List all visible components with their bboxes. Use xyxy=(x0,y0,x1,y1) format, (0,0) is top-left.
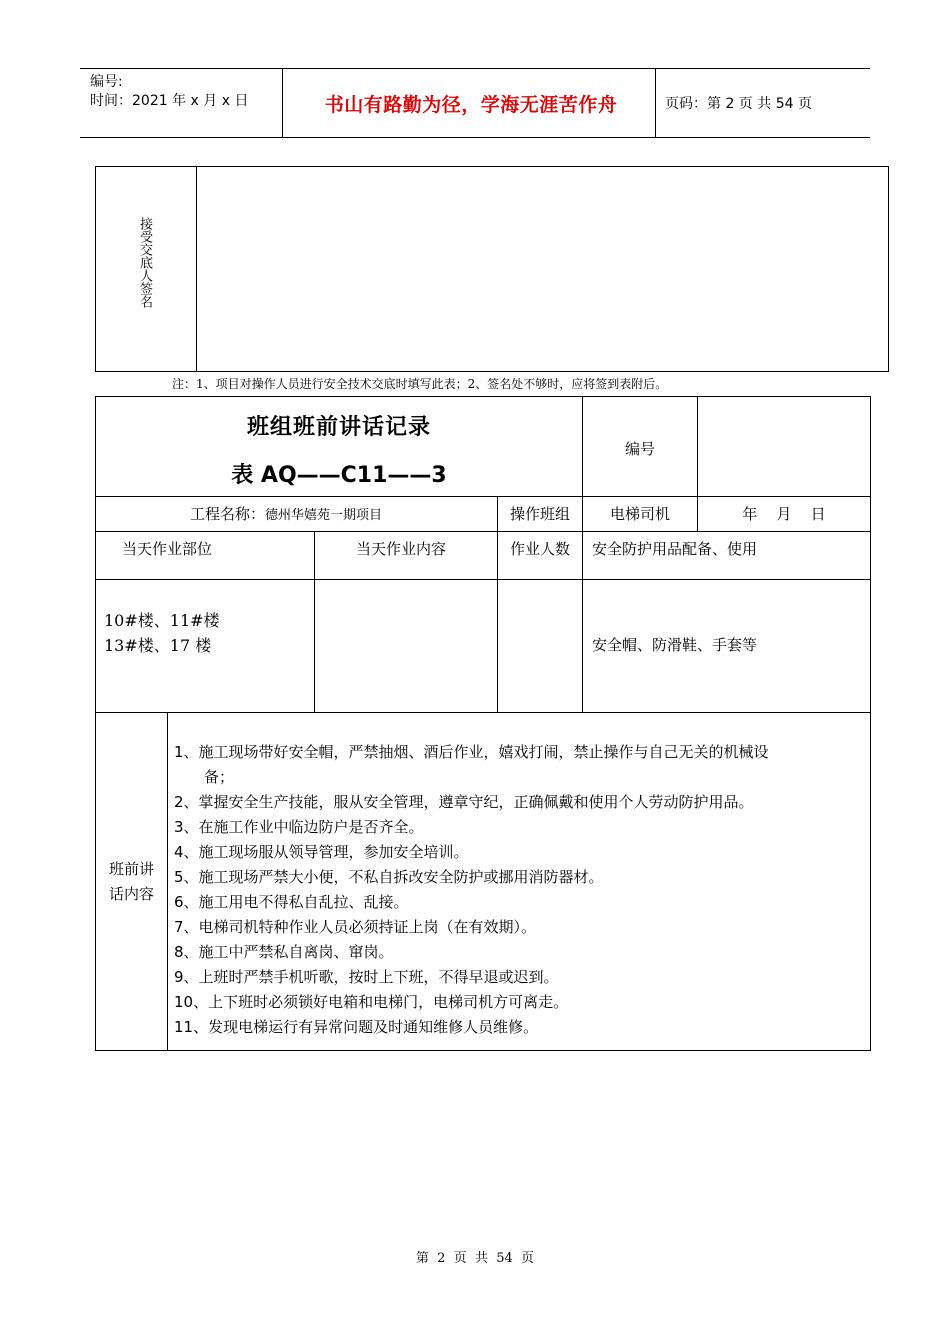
header-meta xyxy=(90,73,248,111)
page-footer: 第 2 页 共 54 页 xyxy=(415,1251,535,1266)
table-rule xyxy=(582,531,583,712)
talk-label-line: 班前讲 xyxy=(108,860,154,878)
table-rule xyxy=(697,396,698,496)
project-name: 德州华嬉苑一期项目 xyxy=(265,508,383,523)
briefing-rules xyxy=(174,740,866,1040)
form-title: 班组班前讲话记录 xyxy=(246,415,431,440)
rule-item: 5、施工现场严禁大小便，不私自拆改安全防护或挪用消防器材。 xyxy=(174,868,604,886)
table-border xyxy=(95,396,96,1051)
header-page-info: 页码：第 2 页 共 54 页 xyxy=(665,96,812,112)
project-cell xyxy=(190,503,382,524)
form-note: 注：1、项目对操作人员进行安全技术交底时填写此表；2、签名处不够时，应将签到表附后。 xyxy=(172,377,668,391)
table-rule xyxy=(95,531,871,532)
signature-divider xyxy=(196,167,197,371)
rule-item: 2、掌握安全生产技能，服从安全管理，遵章守纪，正确佩戴和使用个人劳动防护用品。 xyxy=(174,793,754,811)
location-line: 13#楼、17 楼 xyxy=(104,636,212,655)
form-code: 表 AQ——C11——3 xyxy=(231,463,447,488)
rule-item: 10、上下班时必须锁好电箱和电梯门，电梯司机方可离走。 xyxy=(174,993,569,1011)
page-header xyxy=(80,68,870,138)
team-value: 电梯司机 xyxy=(609,505,670,523)
ppe-value: 安全帽、防滑鞋、手套等 xyxy=(592,636,758,654)
table-border xyxy=(870,396,871,1051)
header-motto: 书山有路勤为径，学海无涯苦作舟 xyxy=(324,94,618,116)
signature-box xyxy=(95,166,889,372)
col-people-header: 作业人数 xyxy=(509,540,570,558)
signature-label: 接受交底人签名 xyxy=(137,217,152,308)
rule-item: 7、电梯司机特种作业人员必须持证上岗（在有效期）。 xyxy=(174,918,537,936)
table-rule xyxy=(95,579,871,580)
col-content-header: 当天作业内容 xyxy=(356,540,447,558)
table-rule xyxy=(314,531,315,712)
rule-item: 11、发现电梯运行有异常问题及时通知维修人员维修。 xyxy=(174,1018,539,1036)
team-label: 操作班组 xyxy=(509,505,570,523)
rule-item: 3、在施工作业中临边防户是否齐全。 xyxy=(174,818,424,836)
talk-label-line: 话内容 xyxy=(108,885,154,903)
form-number-label: 编号 xyxy=(624,440,655,458)
rule-item: 4、施工现场服从领导管理，参加安全培训。 xyxy=(174,843,469,861)
project-label: 工程名称： xyxy=(190,505,266,523)
col-ppe-header: 安全防护用品配备、使用 xyxy=(592,540,758,558)
rule-item-continued: 备； xyxy=(204,768,235,786)
table-rule xyxy=(95,712,871,713)
rule-item: 8、施工中严禁私自离岗、窜岗。 xyxy=(174,943,394,961)
talk-label xyxy=(96,857,167,907)
location-line: 10#楼、11#楼 xyxy=(104,611,220,630)
table-border xyxy=(95,396,871,397)
col-location-header: 当天作业部位 xyxy=(122,540,213,558)
header-divider xyxy=(282,69,283,137)
date-field: 年 月 日 xyxy=(742,505,826,523)
rule-item: 9、上班时严禁手机听歌，按时上下班，不得早退或迟到。 xyxy=(174,968,559,986)
rule-item: 6、施工用电不得私自乱拉、乱接。 xyxy=(174,893,409,911)
doc-date: 时间：2021 年 x 月 x 日 xyxy=(90,93,249,109)
rule-item: 1、施工现场带好安全帽，严禁抽烟、酒后作业，嬉戏打闹，禁止操作与自己无关的机械设 xyxy=(174,743,769,761)
table-rule xyxy=(95,496,871,497)
location-cell xyxy=(104,608,220,658)
table-rule xyxy=(167,712,168,1050)
doc-number-label: 编号: xyxy=(90,74,123,90)
table-border xyxy=(95,1050,871,1051)
